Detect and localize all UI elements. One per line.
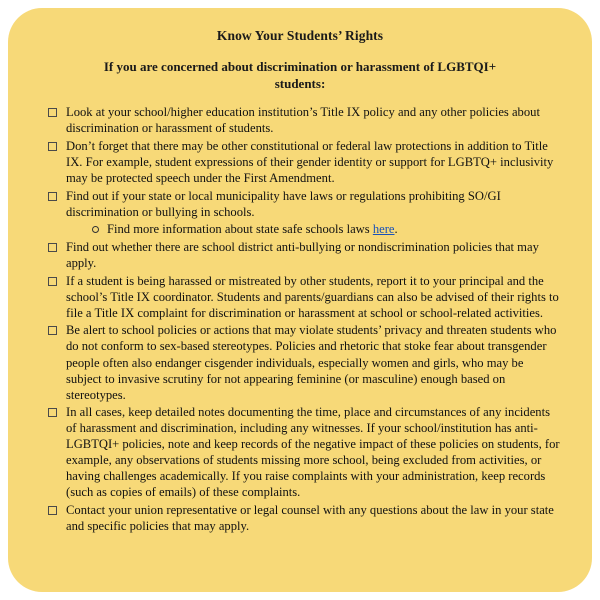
nested-text-before-link: Find more information about state safe schools laws	[107, 221, 373, 236]
list-item-text: Don’t forget that there may be other constitutional or federal law protections in addition to Title IX. For example, student expressions of their gender identity or support for LGBTQ+ inclusivity may be protected speech under the First Amendment.	[66, 138, 554, 185]
empty-checkbox-icon[interactable]	[48, 408, 57, 417]
list-item-text: Be alert to school policies or actions that may violate students’ privacy and threaten students who do not conform to sex-based stereotypes. Policies and rhetoric that stoke fear about transgender people often also endanger cisgender individuals, especially women and girls, who may be subject to invasive scrutiny for not appearing feminine (or masculine) enough based on stereotypes.	[66, 323, 557, 402]
nested-text-after-link: .	[394, 221, 398, 236]
know-your-rights-card	[8, 8, 592, 592]
list-item-text: Look at your school/higher education institution’s Title IX policy and any other policies about discrimination or harassment of students.	[66, 105, 540, 136]
state-safe-schools-laws-link[interactable]: here	[372, 221, 395, 236]
nested-list-item-text	[107, 221, 398, 237]
empty-checkbox-icon[interactable]	[48, 277, 57, 286]
list-item	[48, 404, 560, 500]
list-item-text: Find out whether there are school district anti-bullying or nondiscrimination policies that may apply.	[66, 240, 539, 271]
nested-list-item	[92, 221, 560, 237]
list-item	[48, 239, 560, 271]
empty-checkbox-icon[interactable]	[48, 243, 57, 252]
empty-checkbox-icon[interactable]	[48, 142, 57, 151]
list-item	[48, 273, 560, 321]
list-item-text	[66, 188, 560, 238]
nested-list	[66, 221, 560, 237]
list-item	[48, 104, 560, 136]
list-item-text: If a student is being harassed or mistreated by other students, report it to your principal and the school’s Title IX coordinator. Students and parents/guardians can also be advised of their rights to file a Title IX complaint for discrimination or harassment at school or school-related activities.	[66, 273, 559, 320]
list-item	[48, 138, 560, 186]
list-item-text: Contact your union representative or legal counsel with any questions about the law in your state and specific policies that may apply.	[66, 502, 554, 533]
empty-checkbox-icon[interactable]	[48, 506, 57, 515]
list-item-text: In all cases, keep detailed notes documenting the time, place and circumstances of any incidents of harassment and discrimination, including any witnesses. If your school/institution has anti-LGBTQI+ policies, note and keep records of the negative impact of these policies on students, for example, any observations of students missing more school, being excluded from activities, or having challenges academically. If you raise complaints with your administration, keep records (such as copies of emails) of these complaints.	[66, 405, 560, 500]
empty-checkbox-icon[interactable]	[48, 326, 57, 335]
list-item	[48, 188, 560, 238]
empty-checkbox-icon[interactable]	[48, 108, 57, 117]
empty-checkbox-icon[interactable]	[48, 192, 57, 201]
list-item-main-text: Find out if your state or local municipality have laws or regulations prohibiting SO/GI discrimination or bullying in schools.	[66, 188, 501, 219]
list-item	[48, 322, 560, 402]
hollow-circle-bullet-icon	[92, 226, 99, 233]
page-subtitle: If you are concerned about discrimination or harassment of LGBTQI+ students:	[103, 59, 497, 92]
page-title: Know Your Students’ Rights	[216, 28, 384, 43]
list-item	[48, 502, 560, 534]
rights-checklist	[26, 104, 574, 534]
